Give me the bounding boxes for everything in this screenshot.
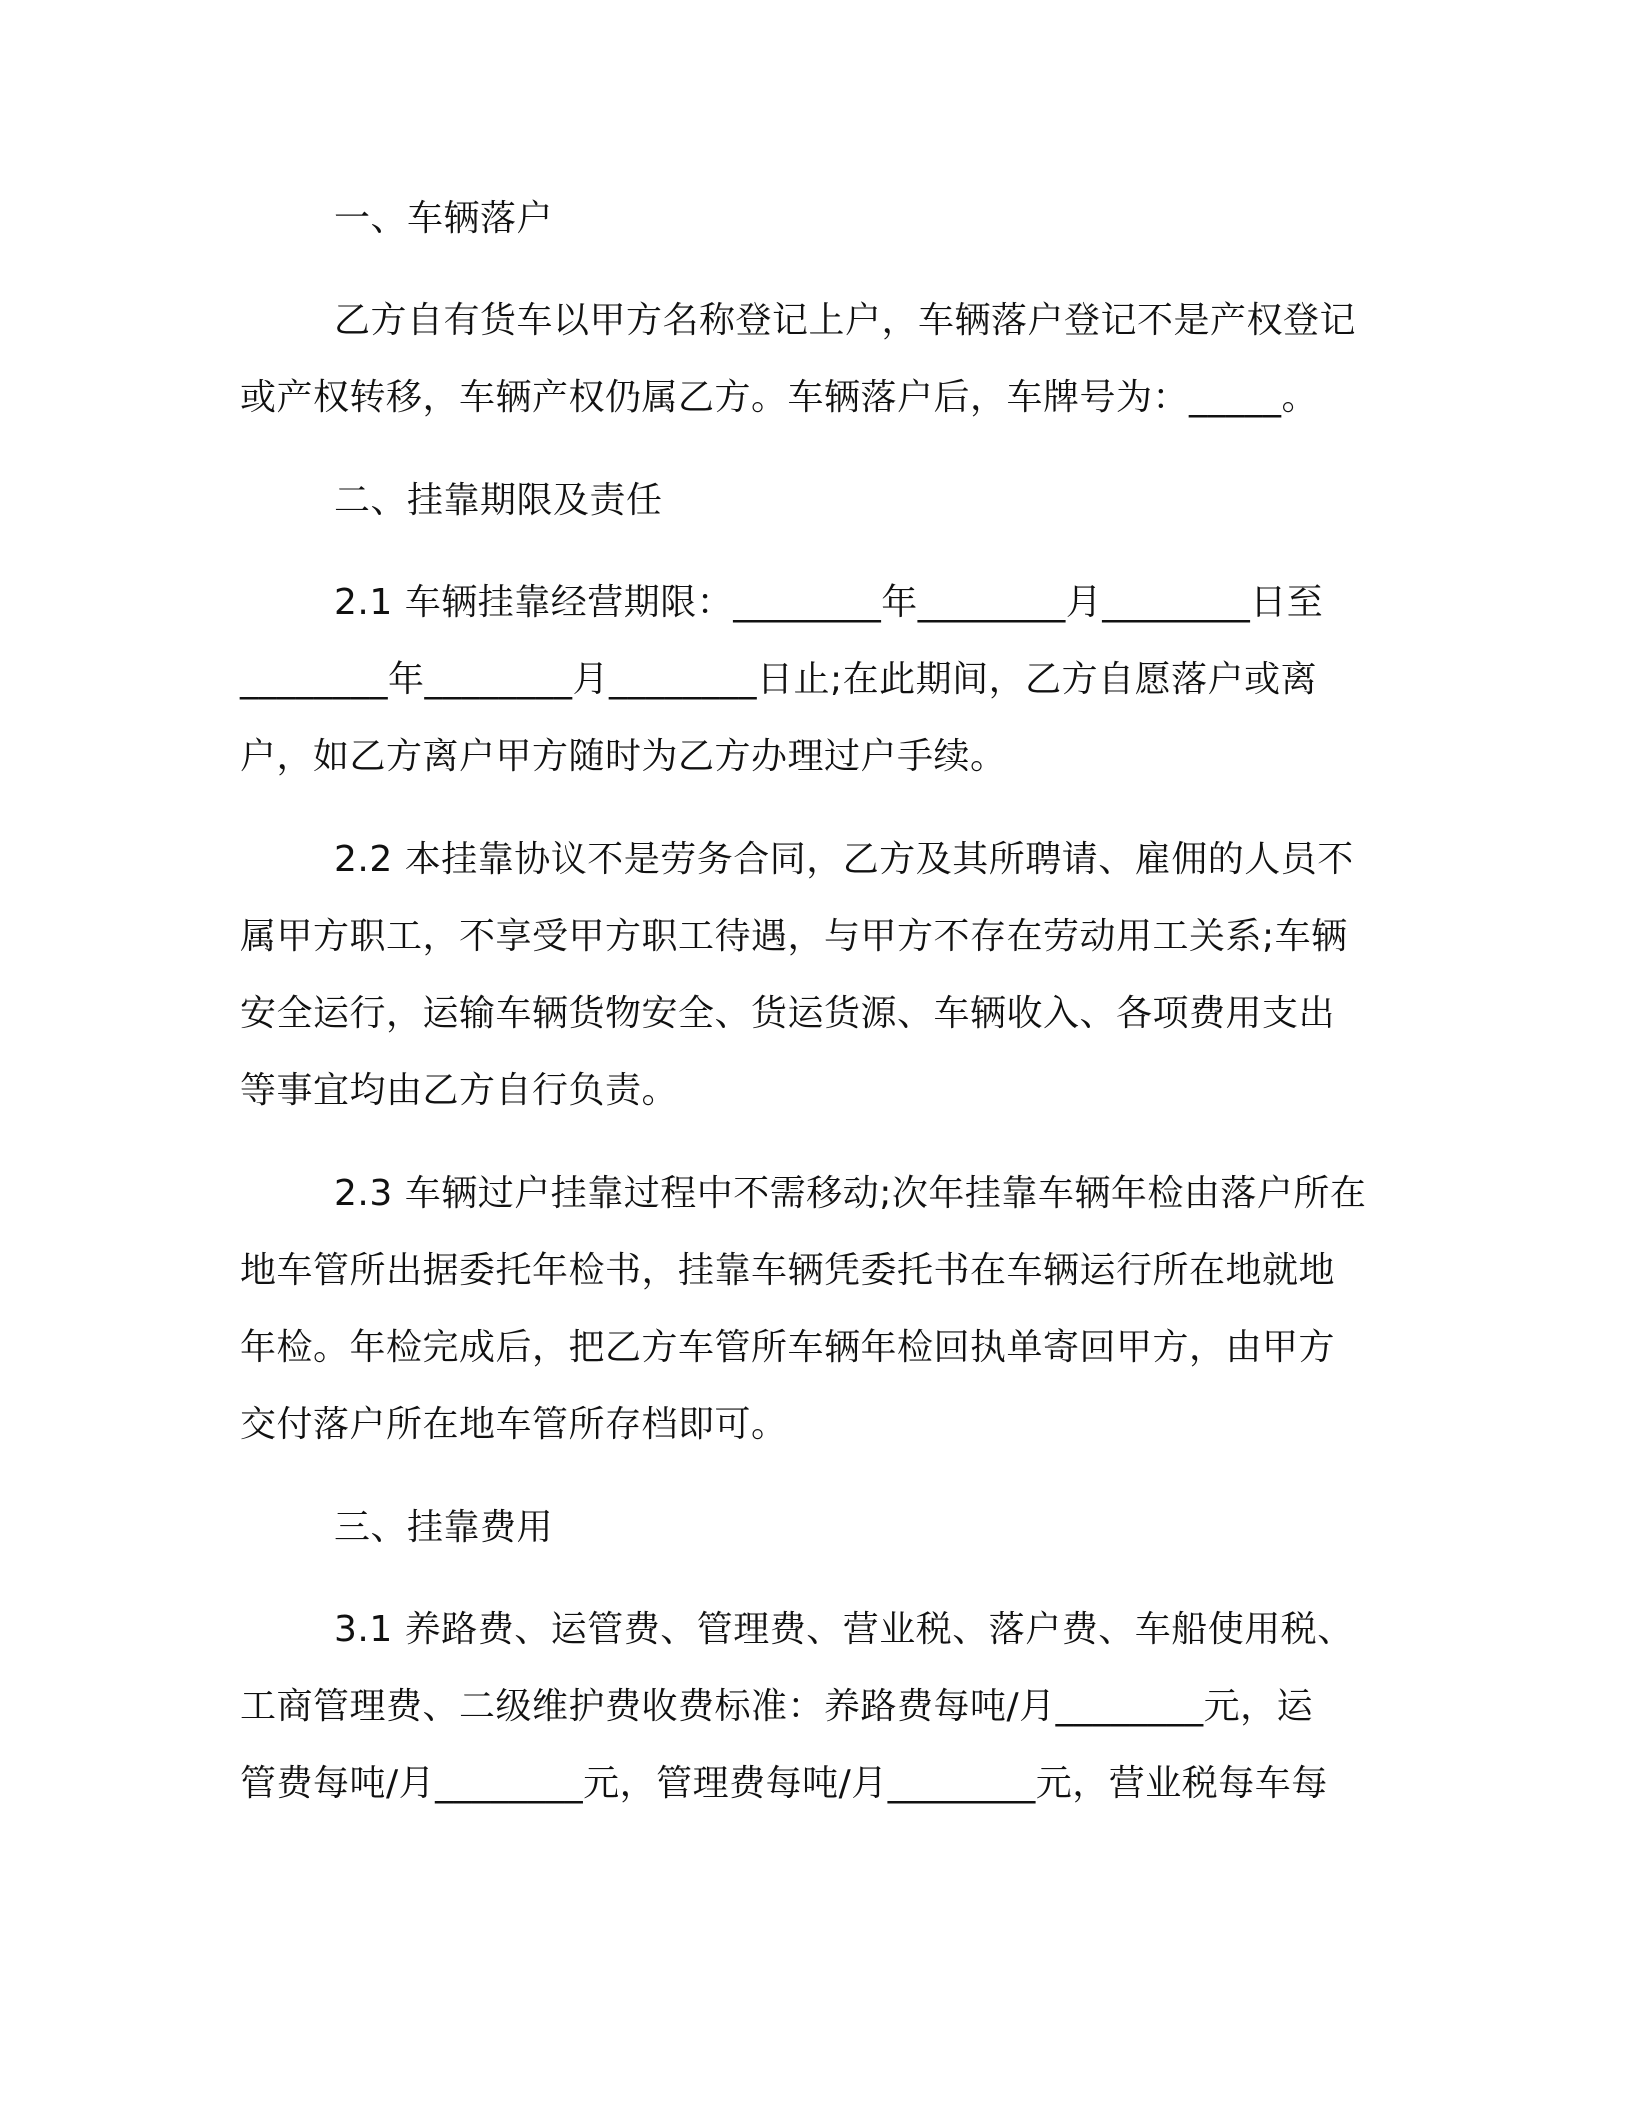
section-heading-3: 三、挂靠费用 [334,1507,554,1548]
paragraph-line: 地车管所出据委托年检书，挂靠车辆凭委托书在车辆运行所在地就地 [240,1250,1336,1291]
paragraph-line: 或产权转移，车辆产权仍属乙方。车辆落户后，车牌号为：_____。 [240,377,1319,418]
paragraph-line: 属甲方职工，不享受甲方职工待遇，与甲方不存在劳动用工关系;车辆 [240,916,1348,957]
paragraph-line: 2.3 车辆过户挂靠过程中不需移动;次年挂靠车辆年检由落户所在 [334,1173,1367,1214]
paragraph-line: 户，如乙方离户甲方随时为乙方办理过户手续。 [240,736,1007,777]
paragraph-line: 2.2 本挂靠协议不是劳务合同，乙方及其所聘请、雇佣的人员不 [334,839,1354,880]
paragraph-line: 等事宜均由乙方自行负责。 [240,1070,679,1111]
paragraph-line: 2.1 车辆挂靠经营期限：________年________月________日至 [334,582,1324,623]
paragraph-line: 管费每吨/月________元，管理费每吨/月________元，营业税每车每 [240,1763,1328,1804]
paragraph-line: 年检。年检完成后，把乙方车管所车辆年检回执单寄回甲方，由甲方 [240,1327,1336,1368]
paragraph-line: 安全运行，运输车辆货物安全、货运货源、车辆收入、各项费用支出 [240,993,1336,1034]
paragraph-line: 乙方自有货车以甲方名称登记上户，车辆落户登记不是产权登记 [334,300,1357,341]
paragraph-line: 工商管理费、二级维护费收费标准：养路费每吨/月________元，运 [240,1686,1314,1727]
paragraph-line: 3.1 养路费、运管费、管理费、营业税、落户费、车船使用税、 [334,1609,1354,1650]
paragraph-line: ________年________月________日止;在此期间，乙方自愿落户或离 [240,659,1318,700]
section-heading-1: 一、车辆落户 [334,198,554,239]
paragraph-line: 交付落户所在地车管所存档即可。 [240,1404,788,1445]
section-heading-2: 二、挂靠期限及责任 [334,480,663,521]
